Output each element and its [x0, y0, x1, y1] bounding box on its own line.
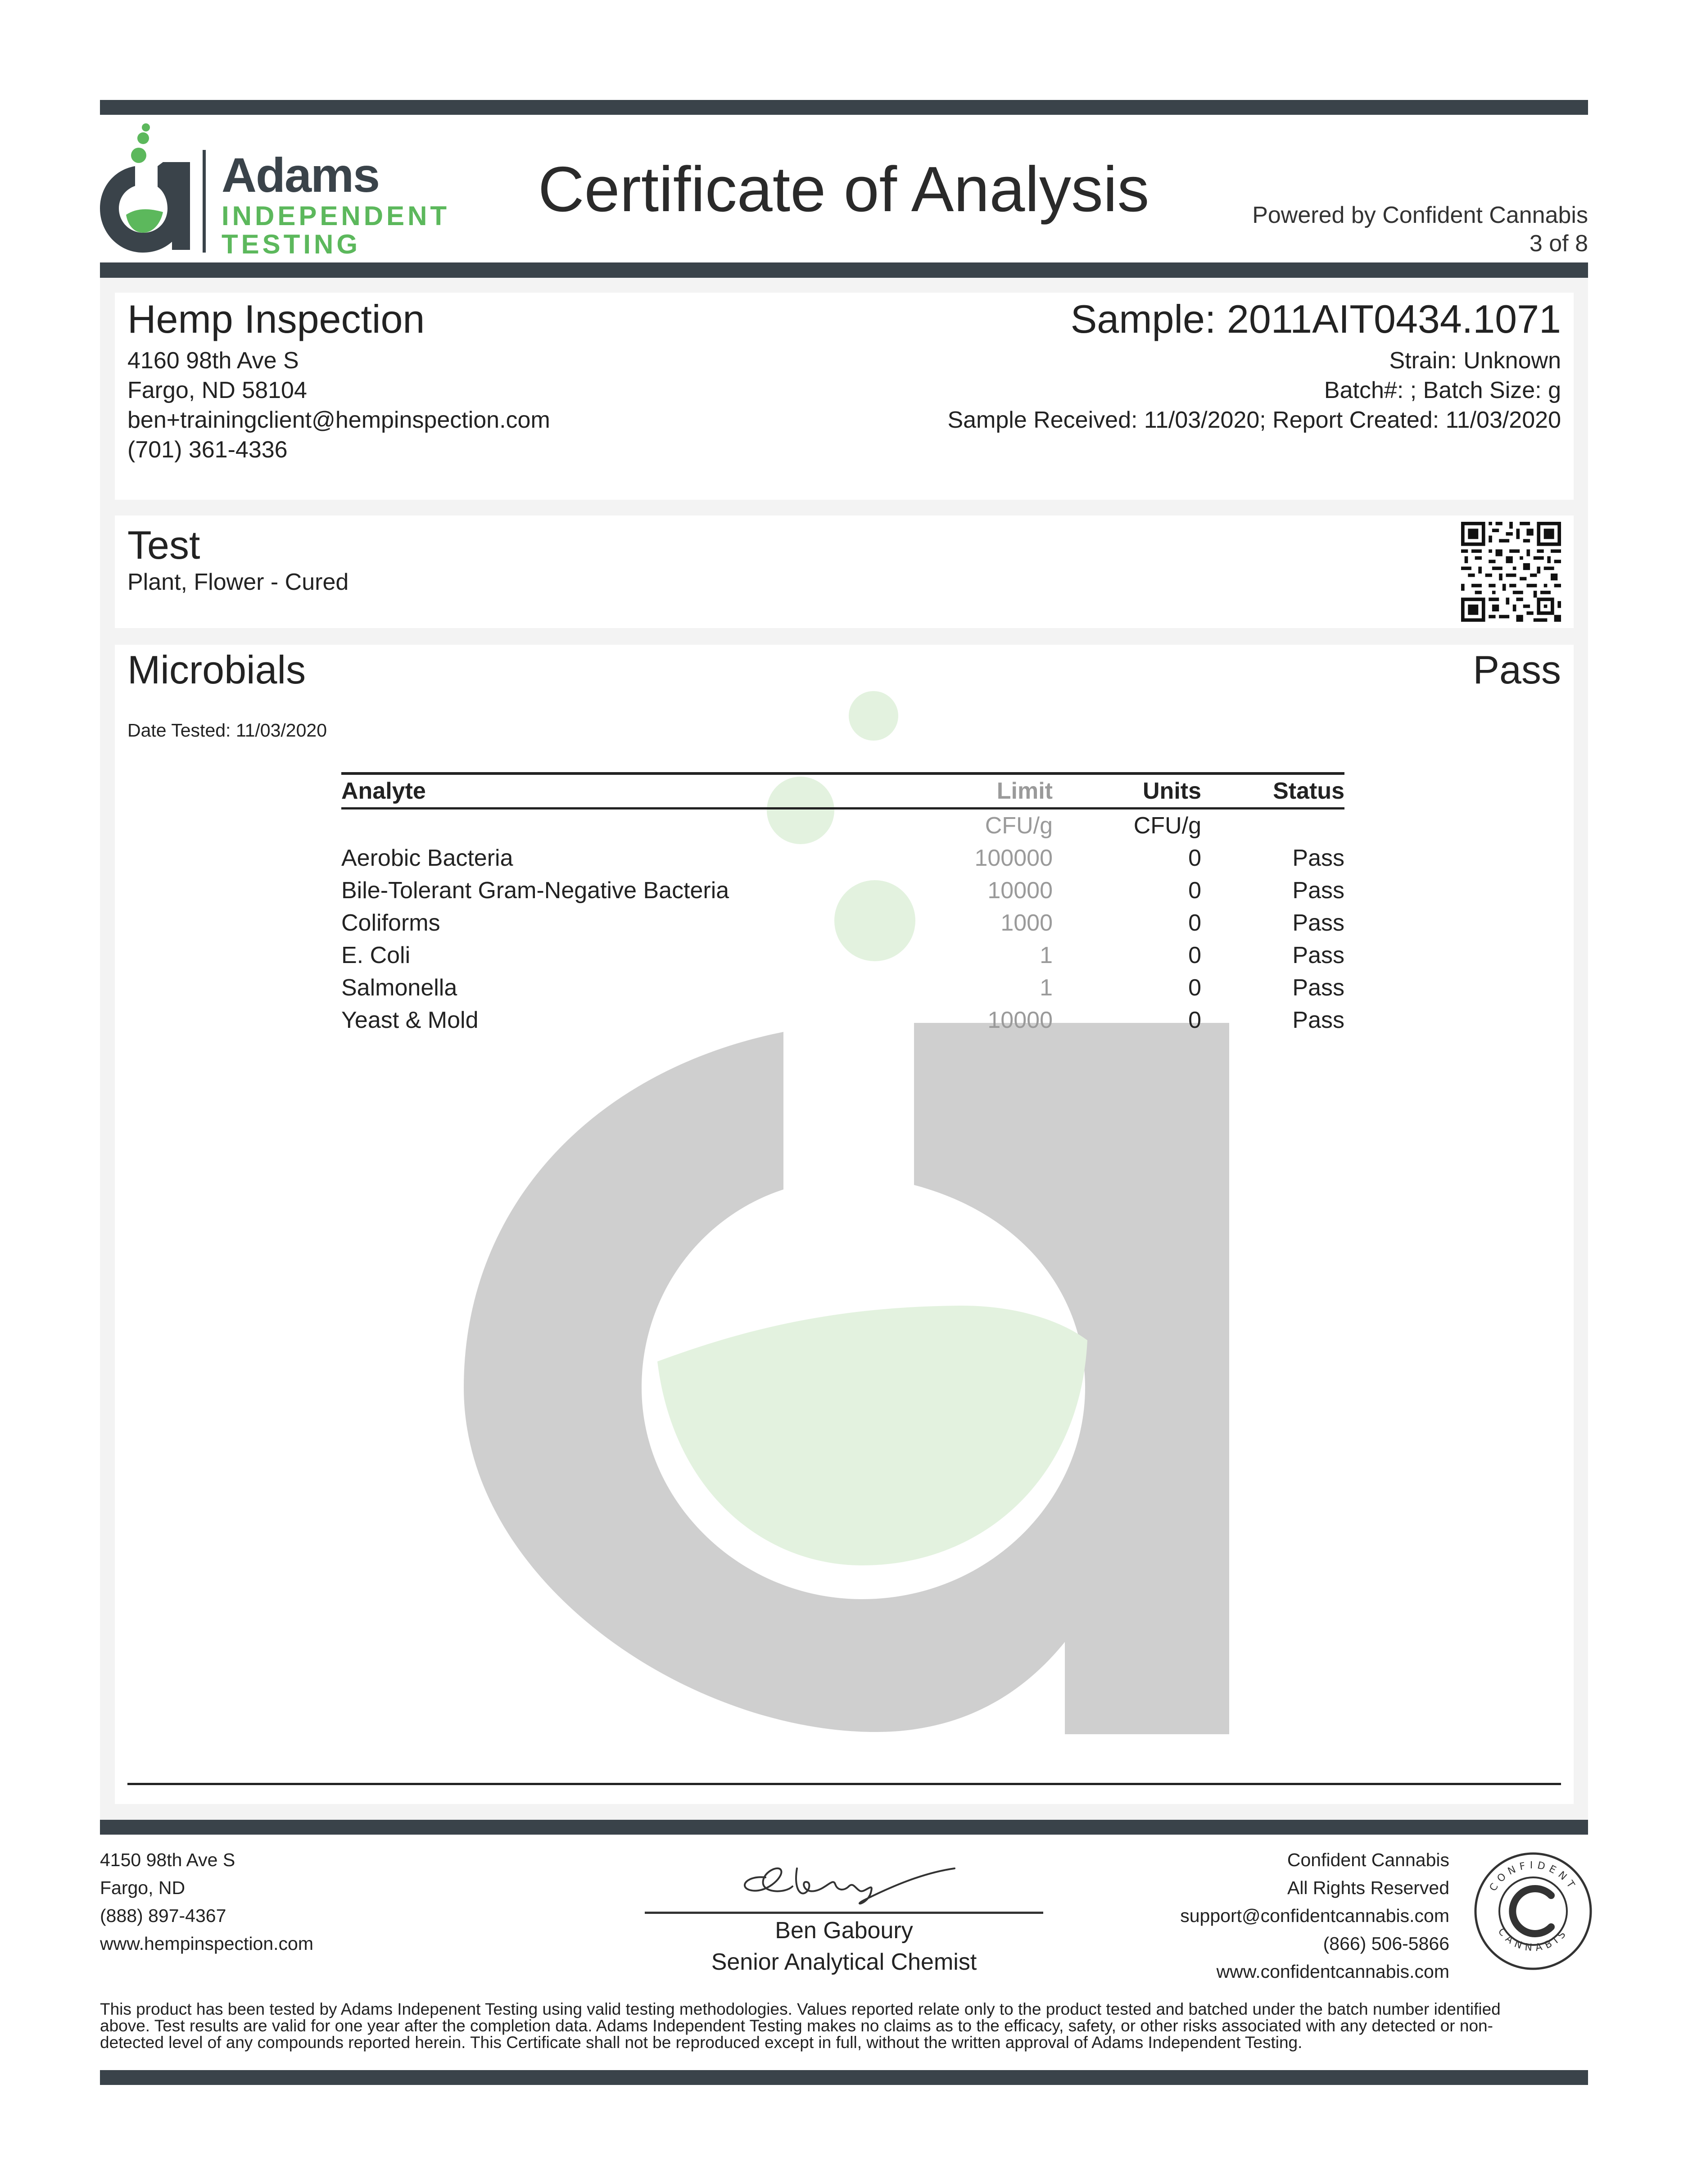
sample-strain: Strain: Unknown [1389, 348, 1561, 374]
table-row [341, 1004, 1344, 1036]
analyte-result: 0 [1188, 877, 1201, 904]
analyte-limit: 10000 [987, 877, 1053, 904]
date-tested: Date Tested: 11/03/2020 [127, 720, 327, 741]
analyte-status: Pass [1292, 942, 1344, 968]
logo-name: Adams [222, 148, 380, 202]
sample-dates: Sample Received: 11/03/2020; Report Created: 11/03/2020 [947, 407, 1561, 433]
table-row [341, 907, 1344, 939]
analyte-limit: 1 [1040, 975, 1053, 1001]
analyte-result: 0 [1188, 845, 1201, 871]
top-bar [100, 100, 1588, 115]
cc-rights: All Rights Reserved [1287, 1877, 1449, 1898]
analyte-limit: 1 [1040, 942, 1053, 968]
header-bar [100, 262, 1588, 278]
client-name: Hemp Inspection [127, 297, 425, 341]
signer-name: Ben Gaboury [775, 1917, 913, 1944]
signature-icon [729, 1850, 964, 1909]
cc-info [1180, 1846, 1449, 1985]
sample-id: Sample: 2011AIT0434.1071 [1070, 297, 1561, 341]
col-limit: Limit [882, 773, 1053, 809]
analyte-status: Pass [1292, 845, 1344, 871]
analyte-name: Bile-Tolerant Gram-Negative Bacteria [341, 877, 729, 904]
lab-phone: (888) 897-4367 [100, 1905, 226, 1926]
confident-cannabis-seal-icon [1472, 1850, 1594, 1972]
analyte-limit: 100000 [974, 845, 1053, 871]
powered-by: Powered by Confident Cannabis [1252, 202, 1588, 228]
svg-text:CANNABIS: CANNABIS [1495, 1926, 1571, 1954]
microbials-heading: Microbials [127, 647, 306, 692]
analyte-status: Pass [1292, 975, 1344, 1001]
sample-batch: Batch#: ; Batch Size: g [1324, 377, 1561, 403]
table-row [341, 972, 1344, 1004]
lab-info [100, 1846, 313, 1958]
disclaimer-line-3: detected level of any compounds reported herein. This Certificate shall not be reproduced except in full, without the written approval of Adams Independent Testing. [100, 2033, 1303, 2052]
cc-name: Confident Cannabis [1287, 1849, 1449, 1870]
client-address1: 4160 98th Ave S [127, 348, 299, 374]
limit-unit: CFU/g [985, 813, 1053, 839]
client-panel [115, 293, 1574, 500]
client-email: ben+trainingclient@hempinspection.com [127, 407, 550, 433]
signature-line [645, 1912, 1043, 1914]
analyte-name: Aerobic Bacteria [341, 845, 513, 871]
analyte-limit: 10000 [987, 1007, 1053, 1033]
disclaimer-line-1: This product has been tested by Adams Indepenent Testing using valid testing methodologies. Values reported relate only to the product tested and batched under the batch number identified [100, 2000, 1501, 2018]
analyte-result: 0 [1188, 1007, 1201, 1033]
bottom-bar [100, 2070, 1588, 2085]
result-unit: CFU/g [1133, 813, 1201, 839]
analyte-name: E. Coli [341, 942, 411, 968]
analyte-result: 0 [1188, 910, 1201, 936]
results-table [341, 772, 1344, 1036]
cc-phone: (866) 506-5866 [1323, 1933, 1449, 1954]
analyte-status: Pass [1292, 910, 1344, 936]
analyte-name: Coliforms [341, 910, 440, 936]
unit-row [341, 809, 1344, 842]
page-title: Certificate of Analysis [538, 154, 1149, 225]
lab-website[interactable]: www.hempinspection.com [100, 1933, 313, 1954]
client-address2: Fargo, ND 58104 [127, 377, 307, 403]
analyte-name: Yeast & Mold [341, 1007, 479, 1033]
test-heading: Test [127, 523, 200, 567]
test-matrix: Plant, Flower - Cured [127, 569, 349, 595]
panel-bottom-rule [127, 1783, 1561, 1785]
disclaimer [100, 2001, 1588, 2051]
table-row [341, 939, 1344, 972]
analyte-status: Pass [1292, 1007, 1344, 1033]
adams-logo [100, 119, 451, 259]
analyte-result: 0 [1188, 975, 1201, 1001]
lab-address2: Fargo, ND [100, 1877, 186, 1898]
client-phone: (701) 361-4336 [127, 437, 288, 463]
analyte-name: Salmonella [341, 975, 457, 1001]
logo-line2: INDEPENDENT [222, 201, 450, 231]
table-header-row [341, 773, 1344, 809]
page-number: 3 of 8 [1529, 231, 1588, 257]
qr-code-icon[interactable] [1461, 522, 1561, 622]
test-panel [115, 515, 1574, 628]
table-row [341, 874, 1344, 907]
col-units: Units [1053, 773, 1201, 809]
analyte-result: 0 [1188, 942, 1201, 968]
table-row [341, 842, 1344, 874]
lab-address1: 4150 98th Ave S [100, 1849, 235, 1870]
col-analyte: Analyte [341, 773, 882, 809]
footer-bar [100, 1820, 1588, 1835]
analyte-limit: 1000 [1000, 910, 1053, 936]
analyte-status: Pass [1292, 877, 1344, 904]
cc-email[interactable]: support@confidentcannabis.com [1180, 1905, 1449, 1926]
col-status: Status [1201, 773, 1344, 809]
svg-text:CONFIDENT: CONFIDENT [1487, 1859, 1579, 1894]
logo-line3: TESTING [222, 229, 361, 259]
cc-website[interactable]: www.confidentcannabis.com [1216, 1961, 1449, 1982]
signer-title: Senior Analytical Chemist [711, 1949, 977, 1975]
disclaimer-line-2: above. Test results are valid for one year after the completion data. Adams Independent Testing makes no claims as to the efficacy, safety, or other risks associated with any detected or non- [100, 2017, 1493, 2035]
microbials-result: Pass [1473, 647, 1561, 692]
